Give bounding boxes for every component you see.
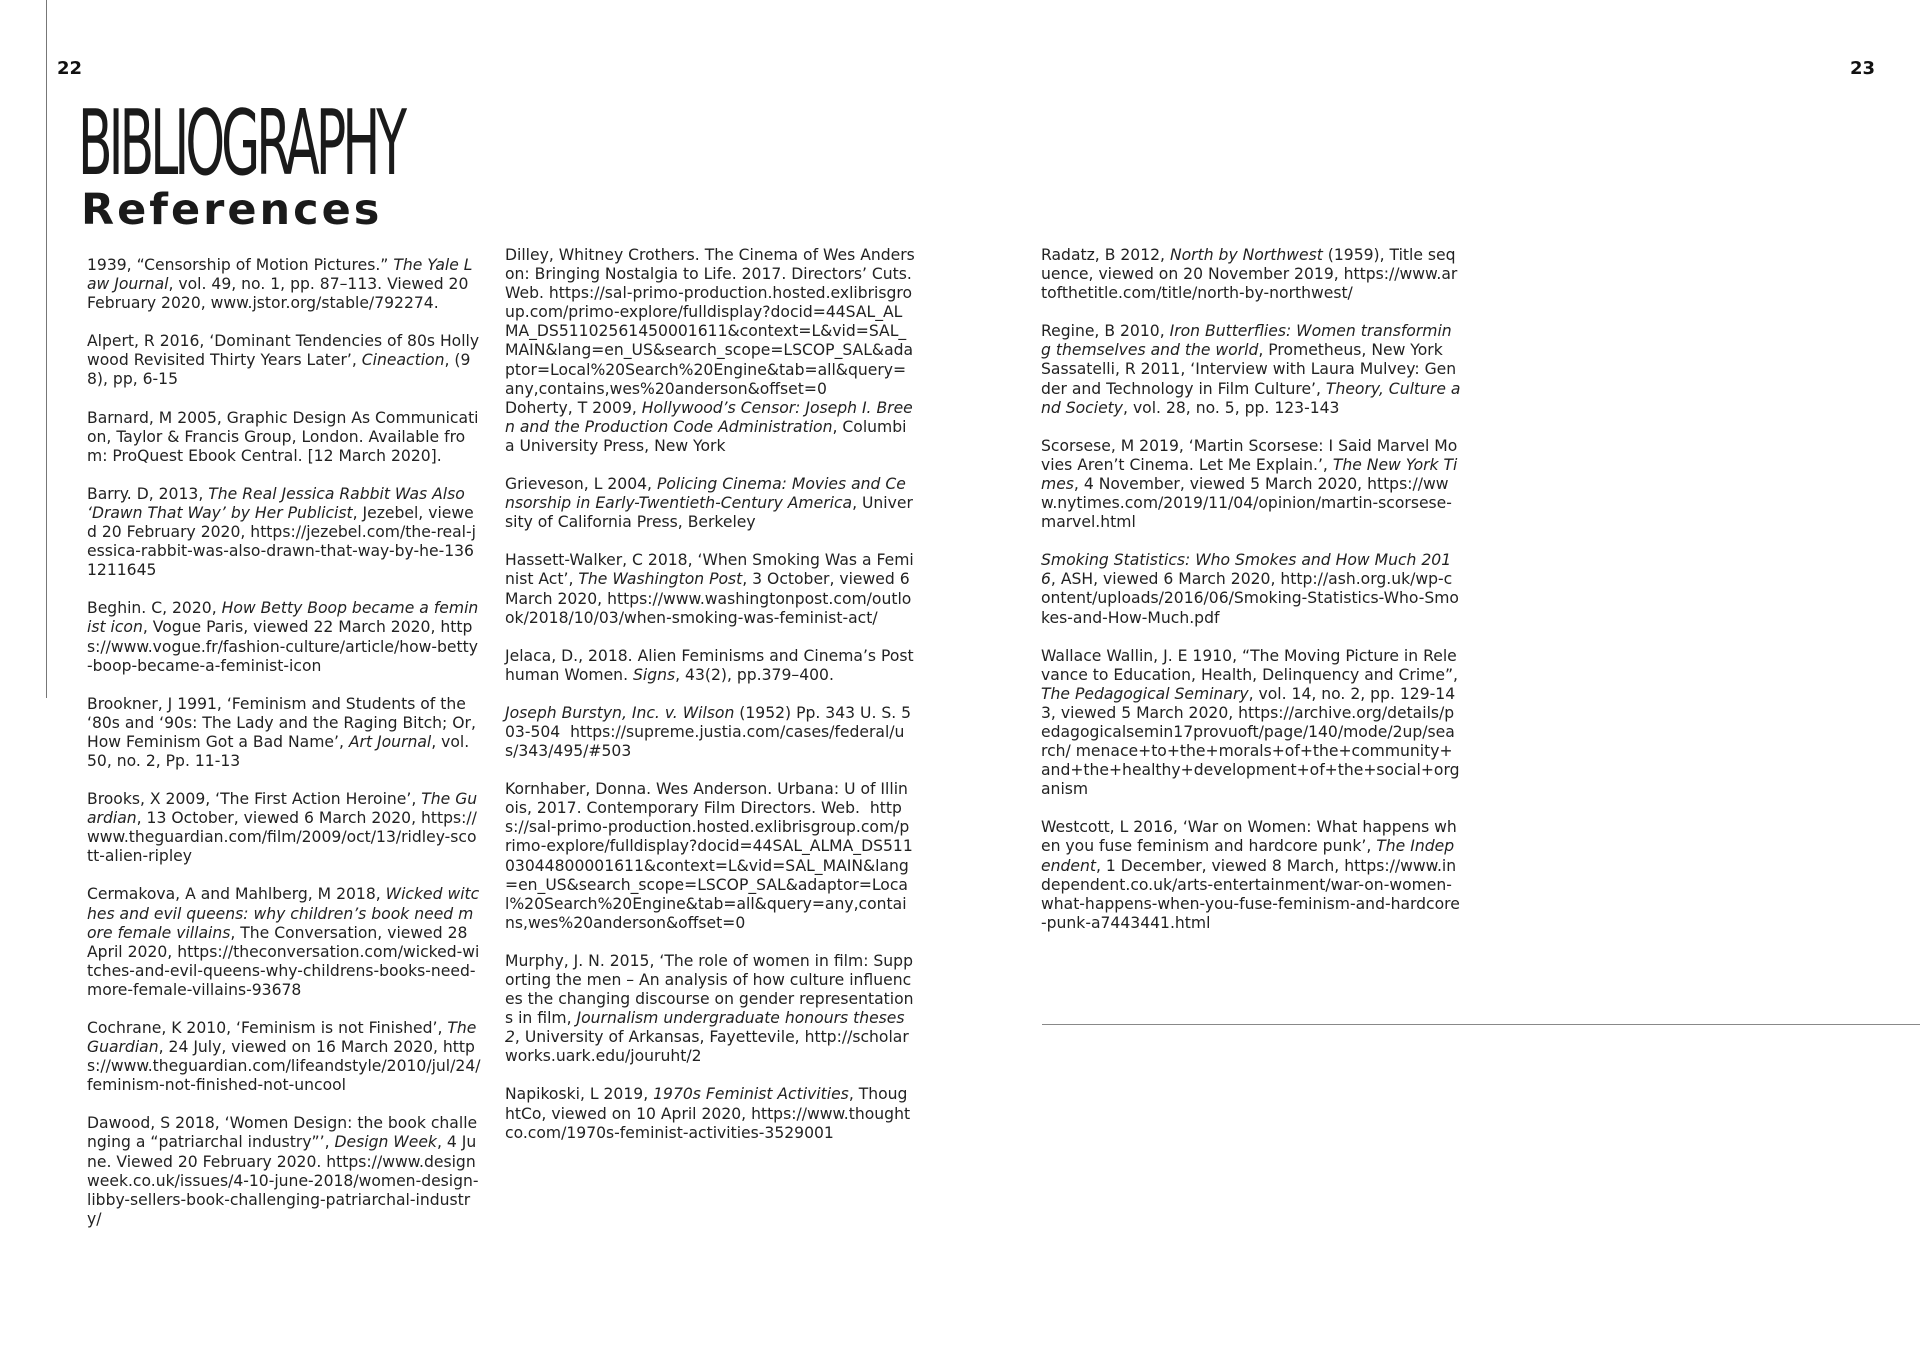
reference-entry [87,1114,482,1229]
reference-text: (1959), Title sequence, viewed on 20 November 2019, https://www.artofthetitle.com/title/north-by-northwest/ [1041,246,1458,303]
reference-text: , 4 June. Viewed 20 February 2020. https://www.designweek.co.uk/issues/4-10-june-2018/women-design-libby-sellers-book-challenging-patriarchal-industry/ [87,1133,479,1228]
reference-italic-text: The Guardian [87,790,478,828]
reference-italic-text: Cineaction [361,351,445,370]
reference-entry [1041,437,1461,532]
reference-text: Cochrane, K 2010, ‘Feminism is not Finished’, [87,1019,448,1037]
reference-text: Beghin. C, 2020, [87,599,222,618]
reference-entry [505,399,915,456]
reference-text: , Jezebel, viewed 20 February 2020, https://jezebel.com/the-real-jessica-rabbit-was-also-drawn-that-way-by-he-1361211645 [87,503,476,580]
reference-text: , 3 October, viewed 6 March 2020, https://www.washingtonpost.com/outlook/2018/10/03/when-smoking-was-feminist-act/ [505,570,915,627]
reference-entry [505,246,915,399]
reference-entry [87,332,482,389]
reference-text: Wallace Wallin, J. E 1910, “The Moving Picture in Relevance to Education, Health, Delinquency and Crime”, [1041,646,1463,684]
reference-text: Grieveson, L 2004, [505,475,657,494]
reference-text: Barnard, M 2005, Graphic Design As Communication, Taylor & Francis Group, London. Available from: ProQuest Ebook Central. [12 March 2020]. [87,408,479,465]
page-title: BIBLIOGRAPHY [78,91,404,196]
reference-italic-text: Design Week [334,1133,437,1152]
reference-text: Hassett-Walker, C 2018, ‘When Smoking Was a Feminist Act’, [505,551,914,589]
reference-column-1 [87,256,482,1248]
reference-text: , 43(2), pp.379–400. [675,665,834,684]
reference-text: Barry. D, 2013, [87,484,209,503]
reference-text: Westcott, L 2016, ‘War on Women: What happens when you fuse feminism and hardcore punk’, [1041,818,1457,856]
reference-column-2 [505,246,915,1162]
reference-text: , 4 November, viewed 5 March 2020, https://www.nytimes.com/2019/11/04/opinion/martin-scorsese-marvel.html [1041,474,1452,532]
reference-text: , The Conversation, viewed 28 April 2020, https://theconversation.com/wicked-witches-and-evil-queens-why-childrens-books-need-more-female-villains-93678 [87,923,480,999]
reference-entry [505,647,915,685]
reference-text: , vol. 49, no. 1, pp. 87–113. Viewed 20 February 2020, www.jstor.org/stable/792274. [87,275,474,313]
reference-text: Napikoski, L 2019, [505,1085,654,1104]
reference-italic-text: 1970s Feminist Activities [653,1085,849,1104]
reference-text: , Columbia University Press, New York [505,417,907,455]
page-number-left: 22 [57,58,83,79]
reference-text: Regine, B 2010, [1041,322,1170,341]
reference-text: , 13 October, viewed 6 March 2020, https://www.theguardian.com/film/2009/oct/13/ridley-scott-alien-ripley [87,809,477,866]
reference-text: Radatz, B 2012, [1041,246,1170,264]
reference-text: , vol. 14, no. 2, pp. 129-143, viewed 5 March 2020, https://archive.org/details/pedagogicalsemin17provuoft/page/140/mode/2up/search/ menace+to+the+morals+of+the+community+and+the+healthy+development+of+the+social+organism [1041,684,1460,799]
reference-italic-text: The Washington Post [578,570,743,589]
reference-text: Scorsese, M 2019, ‘Martin Scorsese: I Said Marvel Movies Aren’t Cinema. Let Me Explain.’, [1041,436,1458,474]
reference-entry [505,475,915,532]
reference-text: Brookner, J 1991, ‘Feminism and Students of the ‘80s and ‘90s: The Lady and the Raging Bitch; Or, How Feminism Got a Bad Name’, [87,694,481,751]
reference-text: Jelaca, D., 2018. Alien Feminisms and Cinema’s Posthuman Women. [505,646,914,684]
reference-text: Murphy, J. N. 2015, ‘The role of women in film: Supporting the men – An analysis of how culture influences the changing discourse on gender representations in film, [505,951,914,1028]
reference-text: , vol. 50, no. 2, Pp. 11-13 [87,732,475,770]
section-heading: References [81,185,383,235]
reference-entry [87,790,482,866]
reference-column-3 [1041,246,1461,952]
reference-italic-text: Wicked witches and evil queens: why children’s book need more female villains [87,885,480,942]
reference-text: , 24 July, viewed on 16 March 2020, https://www.theguardian.com/lifeandstyle/2010/jul/24/feminism-not-finished-not-uncool [87,1038,481,1095]
reference-text: , Vogue Paris, viewed 22 March 2020, https://www.vogue.fr/fashion-culture/article/how-betty-boop-became-a-feminist-icon [87,618,478,675]
reference-entry [87,885,482,1000]
reference-entry [505,551,915,627]
reference-text: Cermakova, A and Mahlberg, M 2018, [87,885,386,904]
reference-text: , 1 December, viewed 8 March, https://www.independent.co.uk/arts-entertainment/war-on-women-what-happens-when-you-fuse-feminism-and-hardcore-punk-a7443441.html [1041,856,1460,932]
section-divider [1042,1024,1920,1025]
reference-italic-text: The Real Jessica Rabbit Was Also ‘Drawn That Way’ by Her Publicist [87,484,470,522]
reference-entry [505,952,915,1067]
reference-text: Sassatelli, R 2011, ‘Interview with Laura Mulvey: Gender and Technology in Film Culture’, [1041,360,1457,398]
reference-italic-text: North by Northwest [1169,246,1323,264]
reference-text: Dilley, Whitney Crothers. The Cinema of Wes Anderson: Bringing Nostalgia to Life. 2017. Directors’ Cuts. Web. https://sal-primo-production.hosted.exlibrisgroup.com/primo-explore/fulldisplay?docid=44SAL_ALMA_DS51102561450001611&context=L&vid=SAL_MAIN&lang=en_US&search_scope=LSCOP_SAL&adaptor=Local%20Search%20Engine&tab=all&query=any,contains,wes%20anderson&offset=0 [505,246,917,398]
reference-italic-text: The Pedagogical Seminary [1041,684,1249,703]
reference-text: (1952) Pp. 343 U. S. 503-504 https://supreme.justia.com/cases/federal/us/343/495/#503 [505,703,912,761]
reference-italic-text: The New York Times [1041,455,1458,493]
reference-entry [505,704,915,761]
reference-italic-text: Iron Butterflies: Women transforming themselves and the world [1041,322,1452,360]
reference-text: , ThoughtCo, viewed on 10 April 2020, https://www.thoughtco.com/1970s-feminist-activities-3529001 [505,1085,911,1142]
reference-italic-text: Art Journal [348,732,432,751]
reference-italic-text: Policing Cinema: Movies and Censorship in Early-Twentieth-Century America [505,475,906,513]
reference-italic-text: Hollywood’s Censor: Joseph I. Breen and the Production Code Administration [505,398,913,436]
reference-italic-text: Joseph Burstyn, Inc. v. Wilson [505,703,735,722]
reference-entry [87,409,482,466]
reference-entry [87,256,482,313]
reference-italic-text: Journalism undergraduate honours theses 2 [505,1009,910,1047]
reference-italic-text: Theory, Culture and Society [1041,379,1461,417]
reference-text: , University of California Press, Berkeley [505,494,913,532]
reference-entry [1041,360,1461,417]
reference-entry [505,780,915,933]
reference-entry [1041,551,1461,627]
reference-text: , (98), pp, 6-15 [87,351,471,389]
reference-text: Dawood, S 2018, ‘Women Design: the book challenging a “patriarchal industry”’, [87,1114,478,1152]
page-number-right: 23 [1850,58,1876,79]
reference-entry [1041,818,1461,933]
reference-entry [1041,322,1461,360]
reference-text: Kornhaber, Donna. Wes Anderson. Urbana: U of Illinois, 2017. Contemporary Film Directors. Web. https://sal-primo-production.hosted.exlibrisgroup.com/primo-explore/fulldisplay?docid=44SAL_ALMA_DS51103044800001611&context=L&vid=SAL_MAIN&lang=en_US&search_scope=LSCOP_SAL&adaptor=Local%20Search%20Engine&tab=all&query=any,contains,wes%20anderson&offset=0 [505,780,913,932]
reference-italic-text: The Yale Law Journal [87,256,473,294]
reference-entry [1041,246,1461,303]
reference-text: , University of Arkansas, Fayettevile, http://scholarworks.uark.edu/jouruht/2 [505,1028,909,1066]
reference-italic-text: Signs [632,665,676,684]
reference-italic-text: The Independent [1041,837,1455,875]
reference-entry [87,485,482,580]
reference-entry [505,1085,915,1142]
reference-italic-text: Smoking Statistics: Who Smokes and How Much 2016 [1041,551,1452,589]
left-margin-rule [46,0,47,698]
reference-italic-text: How Betty Boop became a feminist icon [87,599,479,637]
reference-entry [87,695,482,771]
reference-text: Brooks, X 2009, ‘The First Action Heroine’, [87,790,422,809]
reference-entry [87,1019,482,1095]
reference-entry [1041,647,1461,800]
reference-text: Doherty, T 2009, [505,398,642,417]
reference-text: , vol. 28, no. 5, pp. 123-143 [1123,398,1340,417]
reference-text: , ASH, viewed 6 March 2020, http://ash.org.uk/wp-content/uploads/2016/06/Smoking-Statistics-Who-Smokes-and-How-Much.pdf [1041,570,1459,627]
reference-entry [87,599,482,675]
reference-text: Alpert, R 2016, ‘Dominant Tendencies of 80s Hollywood Revisited Thirty Years Later’, [87,332,480,370]
reference-text: 1939, “Censorship of Motion Pictures.” [87,256,394,274]
reference-text: , Prometheus, New York [1258,341,1443,360]
reference-italic-text: The Guardian [87,1019,482,1057]
